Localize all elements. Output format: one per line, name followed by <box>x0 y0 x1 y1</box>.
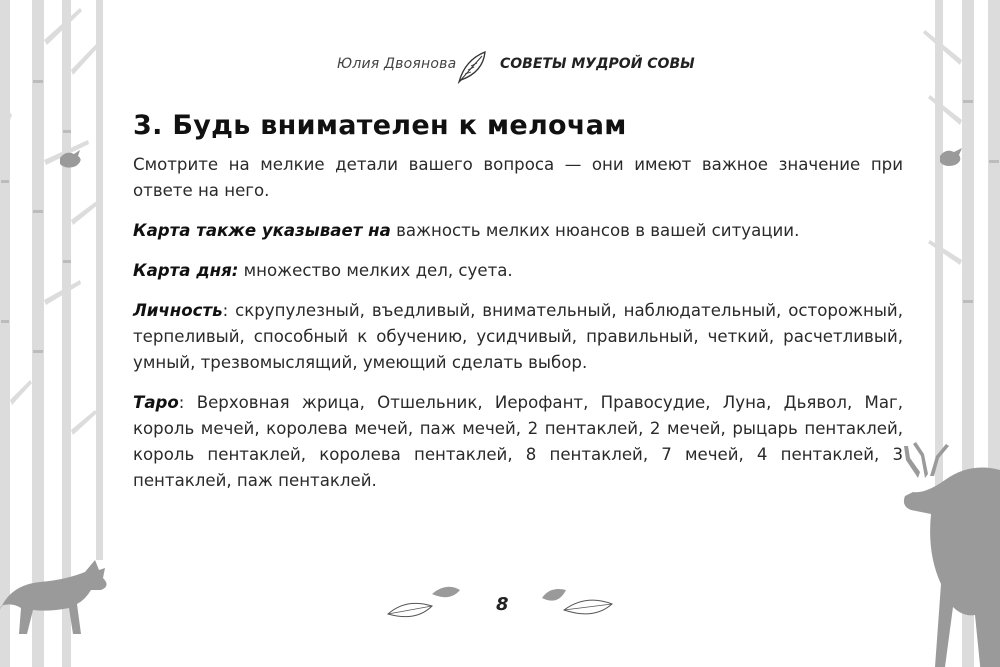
leaf-icon <box>455 50 489 84</box>
day-card-paragraph <box>133 258 903 284</box>
intro-paragraph: Смотрите на мелкие детали вашего вопроса — они имеют важное значение при ответе на него. <box>133 155 903 200</box>
also-paragraph <box>133 218 903 244</box>
tarot-paragraph <box>133 390 903 494</box>
day-card-lead: Карта дня: <box>133 261 239 280</box>
also-text: важность мелких нюансов в вашей ситуации. <box>390 221 800 240</box>
tarot-lead: Таро <box>133 393 179 412</box>
left-birch-trees <box>0 0 103 667</box>
page-number: 8 <box>496 594 509 615</box>
tarot-text: : Верховная жрица, Отшельник, Иерофант, Правосудие, Луна, Дьявол, Маг, король мечей, королева мечей, паж мечей, 2 пентаклей, 2 мечей, рыцарь пентаклей, король пентаклей, королева пентаклей, 8 пентаклей, 7 мечей, 4 пентаклей, 3 пентаклей, паж пентаклей. <box>133 393 903 490</box>
running-header <box>0 50 1000 84</box>
chapter-body <box>133 152 903 508</box>
deer-silhouette <box>904 468 1000 667</box>
bird-right-silhouette <box>940 148 962 166</box>
leaf-right-filled-icon <box>542 589 566 601</box>
day-card-text: множество мелких дел, суета. <box>238 261 513 280</box>
fox-silhouette <box>0 560 107 634</box>
leaf-left-filled-icon <box>432 587 460 597</box>
author-name: Юлия Двоянова <box>337 56 457 72</box>
personality-paragraph <box>133 298 903 376</box>
also-lead: Карта также указывает на <box>133 221 391 240</box>
personality-lead: Личность <box>133 301 223 320</box>
personality-text: : скрупулезный, въедливый, внимательный, наблюдательный, осторожный, терпеливый, способный к обучению, усидчивый, правильный, четкий, расчетливый, умный, трезвомыслящий, умеющий сделать выбор. <box>133 301 903 372</box>
book-title: СОВЕТЫ МУДРОЙ СОВЫ <box>500 56 695 72</box>
chapter-title: 3. Будь внимателен к мелочам <box>133 110 627 142</box>
